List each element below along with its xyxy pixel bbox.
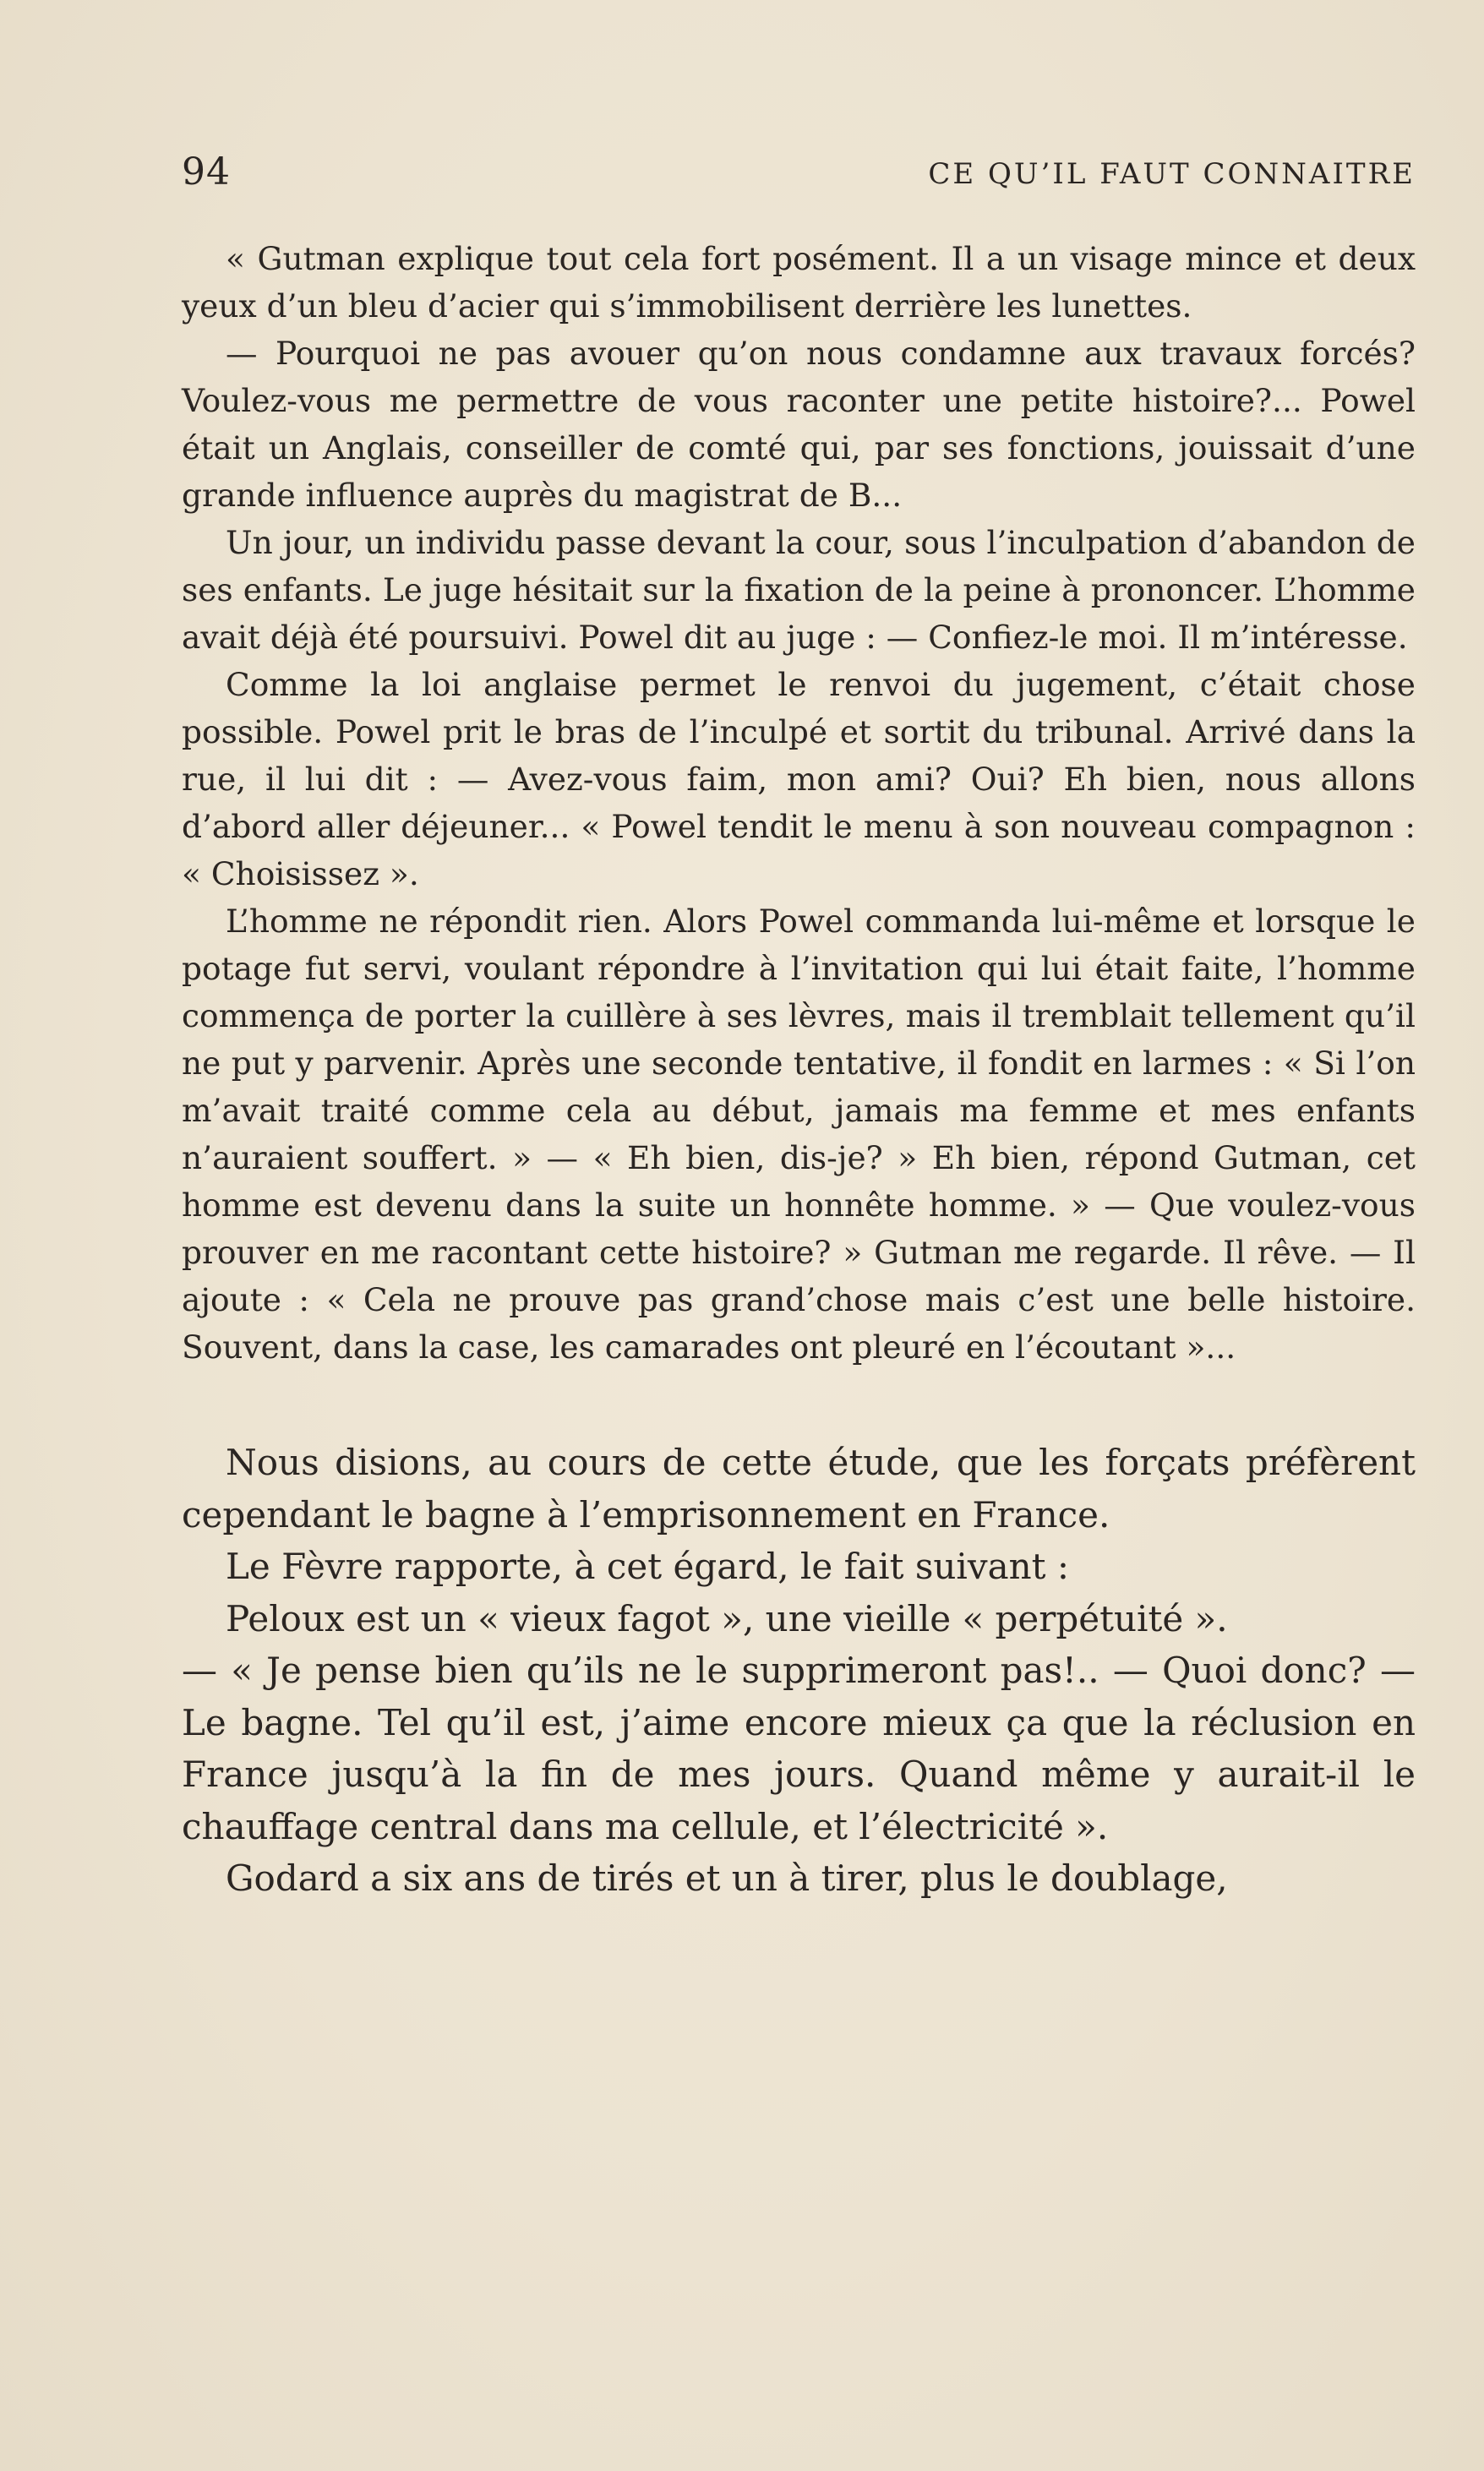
main-paragraph-5: Godard a six ans de tirés et un à tirer, plus le doublage, [226,1857,1228,1899]
page-header [182,150,1416,210]
main-paragraph-3: Peloux est un « vieux fagot », une vieille « perpétuité ». [226,1597,1228,1639]
quote-paragraph-1: « Gutman explique tout cela fort posément. Il a un visage mince et deux yeux d’un bleu d’acier qui s’immobilisent derrière les lunettes. [182,240,1416,325]
running-title: CE QU’IL FAUT CONNAITRE [928,157,1416,191]
main-passage [182,1437,1416,1905]
quote-paragraph-4: Comme la loi anglaise permet le renvoi du jugement, c’était chose possible. Powel prit le bras de l’inculpé et sortit du tribunal. Arrivé dans la rue, il lui dit : — Avez-vous faim, mon ami? Oui? Eh bien, nous allons d’abord aller déjeuner... « Powel tendit le menu à son nouveau compagnon : « Choisissez ». [182,666,1416,892]
page-number: 94 [182,150,231,194]
page-body [182,235,1416,1905]
main-paragraph-2: Le Fèvre rapporte, à cet égard, le fait suivant : [226,1546,1070,1587]
main-paragraph-1: Nous disions, au cours de cette étude, que les forçats préfèrent cependant le bagne à l’emprisonnement en France. [182,1442,1416,1536]
quote-paragraph-2: — Pourquoi ne pas avouer qu’on nous condamne aux travaux forcés? Voulez-vous me permettre de vous raconter une petite histoire?... Powel était un Anglais, conseiller de comté qui, par ses fonctions, jouissait d’une grande influence auprès du magistrat de B... [182,335,1416,514]
quote-paragraph-3: Un jour, un individu passe devant la cour, sous l’inculpation d’abandon de ses enfants. Le juge hésitait sur la fixation de la peine à prononcer. L’homme avait déjà été poursuivi. Powel dit au juge : — Confiez-le moi. Il m’intéresse. [182,524,1416,656]
quote-paragraph-5: L’homme ne répondit rien. Alors Powel commanda lui-même et lorsque le potage fut servi, voulant répondre à l’invitation qui lui était faite, l’homme commença de porter la cuillère à ses lèvres, mais il tremblait tellement qu’il ne put y parvenir. Après une seconde tentative, il fondit en larmes : « Si l’on m’avait traité comme cela au début, jamais ma femme et mes enfants n’auraient souffert. » — « Eh bien, dis-je? » Eh bien, répond Gutman, cet homme est devenu dans la suite un honnête homme. » — Que voulez-vous prouver en me racontant cette histoire? » Gutman me regarde. Il rêve. — Il ajoute : « Cela ne prouve pas grand’chose mais c’est une belle histoire. Souvent, dans la case, les camarades ont pleuré en l’écoutant »... [182,903,1416,1366]
quoted-passage [182,235,1416,1371]
main-paragraph-4: — « Je pense bien qu’ils ne le supprimeront pas!.. — Quoi donc? — Le bagne. Tel qu’il est, j’aime encore mieux ça que la réclusion en France jusqu’à la fin de mes jours. Quand même y aurait-il le chauffage central dans ma cellule, et l’électricité ». [182,1650,1416,1847]
